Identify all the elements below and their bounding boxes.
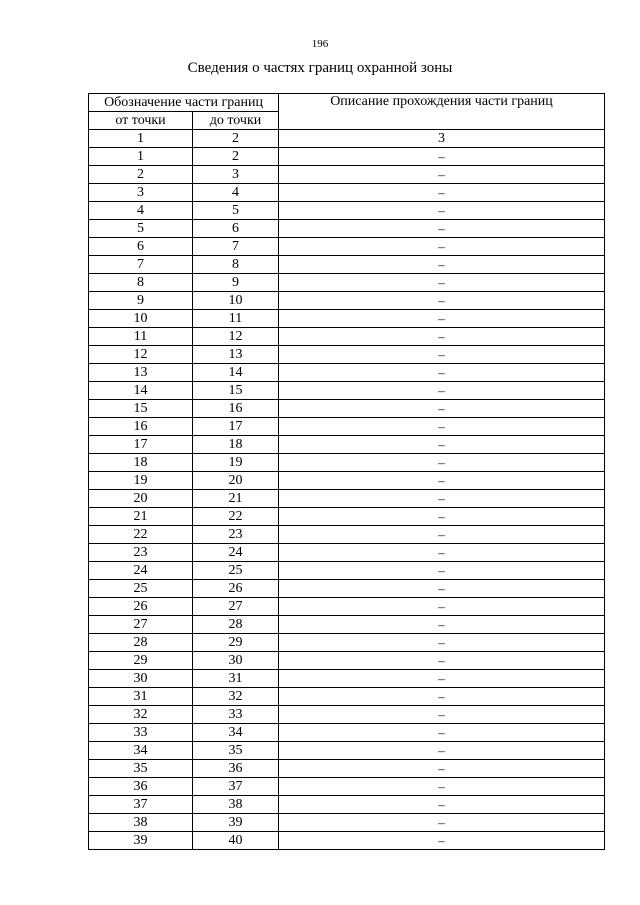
cell-from-point: 10	[89, 310, 193, 328]
cell-to-point: 5	[193, 202, 279, 220]
cell-from-point: 30	[89, 670, 193, 688]
cell-description: –	[279, 544, 605, 562]
cell-description: –	[279, 706, 605, 724]
cell-from-point: 25	[89, 580, 193, 598]
table-row	[89, 670, 605, 688]
cell-to-point: 30	[193, 652, 279, 670]
header-boundary-designation: Обозначение части границ	[89, 94, 279, 112]
cell-from-point: 28	[89, 634, 193, 652]
cell-to-point: 21	[193, 490, 279, 508]
cell-from-point: 33	[89, 724, 193, 742]
cell-from-point: 31	[89, 688, 193, 706]
cell-description: –	[279, 508, 605, 526]
cell-description: –	[279, 832, 605, 850]
cell-description: –	[279, 670, 605, 688]
cell-description: –	[279, 184, 605, 202]
table-row	[89, 796, 605, 814]
cell-from-point: 4	[89, 202, 193, 220]
cell-description: –	[279, 598, 605, 616]
cell-description: –	[279, 778, 605, 796]
table-row	[89, 778, 605, 796]
cell-to-point: 16	[193, 400, 279, 418]
cell-to-point: 23	[193, 526, 279, 544]
cell-from-point: 3	[89, 184, 193, 202]
table-row	[89, 634, 605, 652]
cell-description: –	[279, 454, 605, 472]
cell-to-point: 34	[193, 724, 279, 742]
table-row	[89, 310, 605, 328]
cell-from-point: 2	[89, 166, 193, 184]
cell-from-point: 15	[89, 400, 193, 418]
table-body	[89, 130, 605, 850]
cell-to-point: 39	[193, 814, 279, 832]
cell-from-point: 5	[89, 220, 193, 238]
cell-to-point: 19	[193, 454, 279, 472]
cell-from-point: 27	[89, 616, 193, 634]
table-row	[89, 526, 605, 544]
header-boundary-description: Описание прохождения части границ	[279, 94, 605, 130]
cell-to-point: 31	[193, 670, 279, 688]
cell-description: –	[279, 328, 605, 346]
cell-from-point: 6	[89, 238, 193, 256]
table-row	[89, 724, 605, 742]
cell-to-point: 17	[193, 418, 279, 436]
table-row	[89, 454, 605, 472]
table-row	[89, 490, 605, 508]
table-row	[89, 148, 605, 166]
table-row	[89, 436, 605, 454]
cell-to-point: 20	[193, 472, 279, 490]
table-row	[89, 274, 605, 292]
cell-to-point: 13	[193, 346, 279, 364]
cell-from-point: 39	[89, 832, 193, 850]
boundary-parts-table	[88, 93, 605, 850]
cell-to-point: 40	[193, 832, 279, 850]
table-row	[89, 418, 605, 436]
cell-from-point: 19	[89, 472, 193, 490]
cell-from-point: 37	[89, 796, 193, 814]
table-header-row	[89, 94, 605, 112]
cell-to-point: 2	[193, 148, 279, 166]
cell-from-point: 7	[89, 256, 193, 274]
cell-from-point: 26	[89, 598, 193, 616]
cell-from-point: 32	[89, 706, 193, 724]
cell-description: –	[279, 292, 605, 310]
cell-description: –	[279, 652, 605, 670]
cell-to-point: 35	[193, 742, 279, 760]
cell-description: –	[279, 346, 605, 364]
cell-from-point: 20	[89, 490, 193, 508]
cell-from-point: 18	[89, 454, 193, 472]
cell-to-point: 3	[193, 166, 279, 184]
cell-from-point: 1	[89, 148, 193, 166]
cell-description: –	[279, 274, 605, 292]
cell-from-point: 14	[89, 382, 193, 400]
table-row	[89, 562, 605, 580]
cell-from-point: 29	[89, 652, 193, 670]
cell-to-point: 12	[193, 328, 279, 346]
cell-description: –	[279, 202, 605, 220]
cell-description: –	[279, 760, 605, 778]
table-row	[89, 166, 605, 184]
table-row	[89, 328, 605, 346]
cell-description: –	[279, 526, 605, 544]
cell-description: –	[279, 238, 605, 256]
cell-to-point: 14	[193, 364, 279, 382]
page-title: Сведения о частях границ охранной зоны	[187, 60, 453, 76]
header-from-point: от точки	[89, 112, 193, 130]
table-row	[89, 832, 605, 850]
table-row	[89, 544, 605, 562]
cell-description: –	[279, 796, 605, 814]
cell-description: –	[279, 418, 605, 436]
cell-to-point: 6	[193, 220, 279, 238]
table-row	[89, 580, 605, 598]
cell-description: –	[279, 742, 605, 760]
cell-to-point: 9	[193, 274, 279, 292]
table-row	[89, 742, 605, 760]
table-row	[89, 184, 605, 202]
cell-from-point: 24	[89, 562, 193, 580]
table-row	[89, 364, 605, 382]
cell-description: –	[279, 382, 605, 400]
cell-to-point: 36	[193, 760, 279, 778]
table-row	[89, 688, 605, 706]
cell-to-point: 25	[193, 562, 279, 580]
cell-from-point: 38	[89, 814, 193, 832]
cell-description: –	[279, 616, 605, 634]
cell-description: –	[279, 166, 605, 184]
cell-description: –	[279, 688, 605, 706]
cell-description: –	[279, 472, 605, 490]
cell-to-point: 8	[193, 256, 279, 274]
table-row	[89, 616, 605, 634]
cell-to-point: 4	[193, 184, 279, 202]
table-row	[89, 382, 605, 400]
column-index-row	[89, 130, 605, 148]
cell-from-point: 11	[89, 328, 193, 346]
table-row	[89, 652, 605, 670]
cell-description: –	[279, 436, 605, 454]
cell-to-point: 7	[193, 238, 279, 256]
table-row	[89, 346, 605, 364]
cell-from-point: 36	[89, 778, 193, 796]
table-row	[89, 202, 605, 220]
table-row	[89, 760, 605, 778]
cell-to-point: 18	[193, 436, 279, 454]
cell-to-point: 15	[193, 382, 279, 400]
table-row	[89, 256, 605, 274]
cell-to-point: 24	[193, 544, 279, 562]
cell-description: –	[279, 400, 605, 418]
cell-from-point: 9	[89, 292, 193, 310]
cell-to-point: 28	[193, 616, 279, 634]
cell-description: –	[279, 724, 605, 742]
cell-description: –	[279, 220, 605, 238]
cell-to-point: 33	[193, 706, 279, 724]
page-number: 196	[311, 38, 329, 50]
table-row	[89, 238, 605, 256]
table-row	[89, 814, 605, 832]
cell-from-point: 23	[89, 544, 193, 562]
cell-description: –	[279, 364, 605, 382]
column-index-2: 2	[193, 130, 279, 148]
cell-description: –	[279, 634, 605, 652]
cell-from-point: 35	[89, 760, 193, 778]
column-index-3: 3	[279, 130, 605, 148]
table-row	[89, 292, 605, 310]
cell-from-point: 13	[89, 364, 193, 382]
cell-to-point: 38	[193, 796, 279, 814]
cell-description: –	[279, 310, 605, 328]
cell-from-point: 8	[89, 274, 193, 292]
cell-from-point: 22	[89, 526, 193, 544]
table-row	[89, 472, 605, 490]
cell-from-point: 12	[89, 346, 193, 364]
header-to-point: до точки	[193, 112, 279, 130]
cell-description: –	[279, 580, 605, 598]
cell-description: –	[279, 148, 605, 166]
cell-to-point: 11	[193, 310, 279, 328]
table-row	[89, 220, 605, 238]
cell-to-point: 29	[193, 634, 279, 652]
cell-to-point: 26	[193, 580, 279, 598]
cell-from-point: 16	[89, 418, 193, 436]
cell-description: –	[279, 562, 605, 580]
table-row	[89, 508, 605, 526]
cell-to-point: 27	[193, 598, 279, 616]
table-row	[89, 598, 605, 616]
cell-description: –	[279, 814, 605, 832]
cell-to-point: 22	[193, 508, 279, 526]
cell-from-point: 21	[89, 508, 193, 526]
cell-description: –	[279, 256, 605, 274]
table-row	[89, 706, 605, 724]
cell-from-point: 17	[89, 436, 193, 454]
cell-description: –	[279, 490, 605, 508]
table-row	[89, 400, 605, 418]
cell-to-point: 37	[193, 778, 279, 796]
cell-to-point: 32	[193, 688, 279, 706]
column-index-1: 1	[89, 130, 193, 148]
cell-from-point: 34	[89, 742, 193, 760]
cell-to-point: 10	[193, 292, 279, 310]
